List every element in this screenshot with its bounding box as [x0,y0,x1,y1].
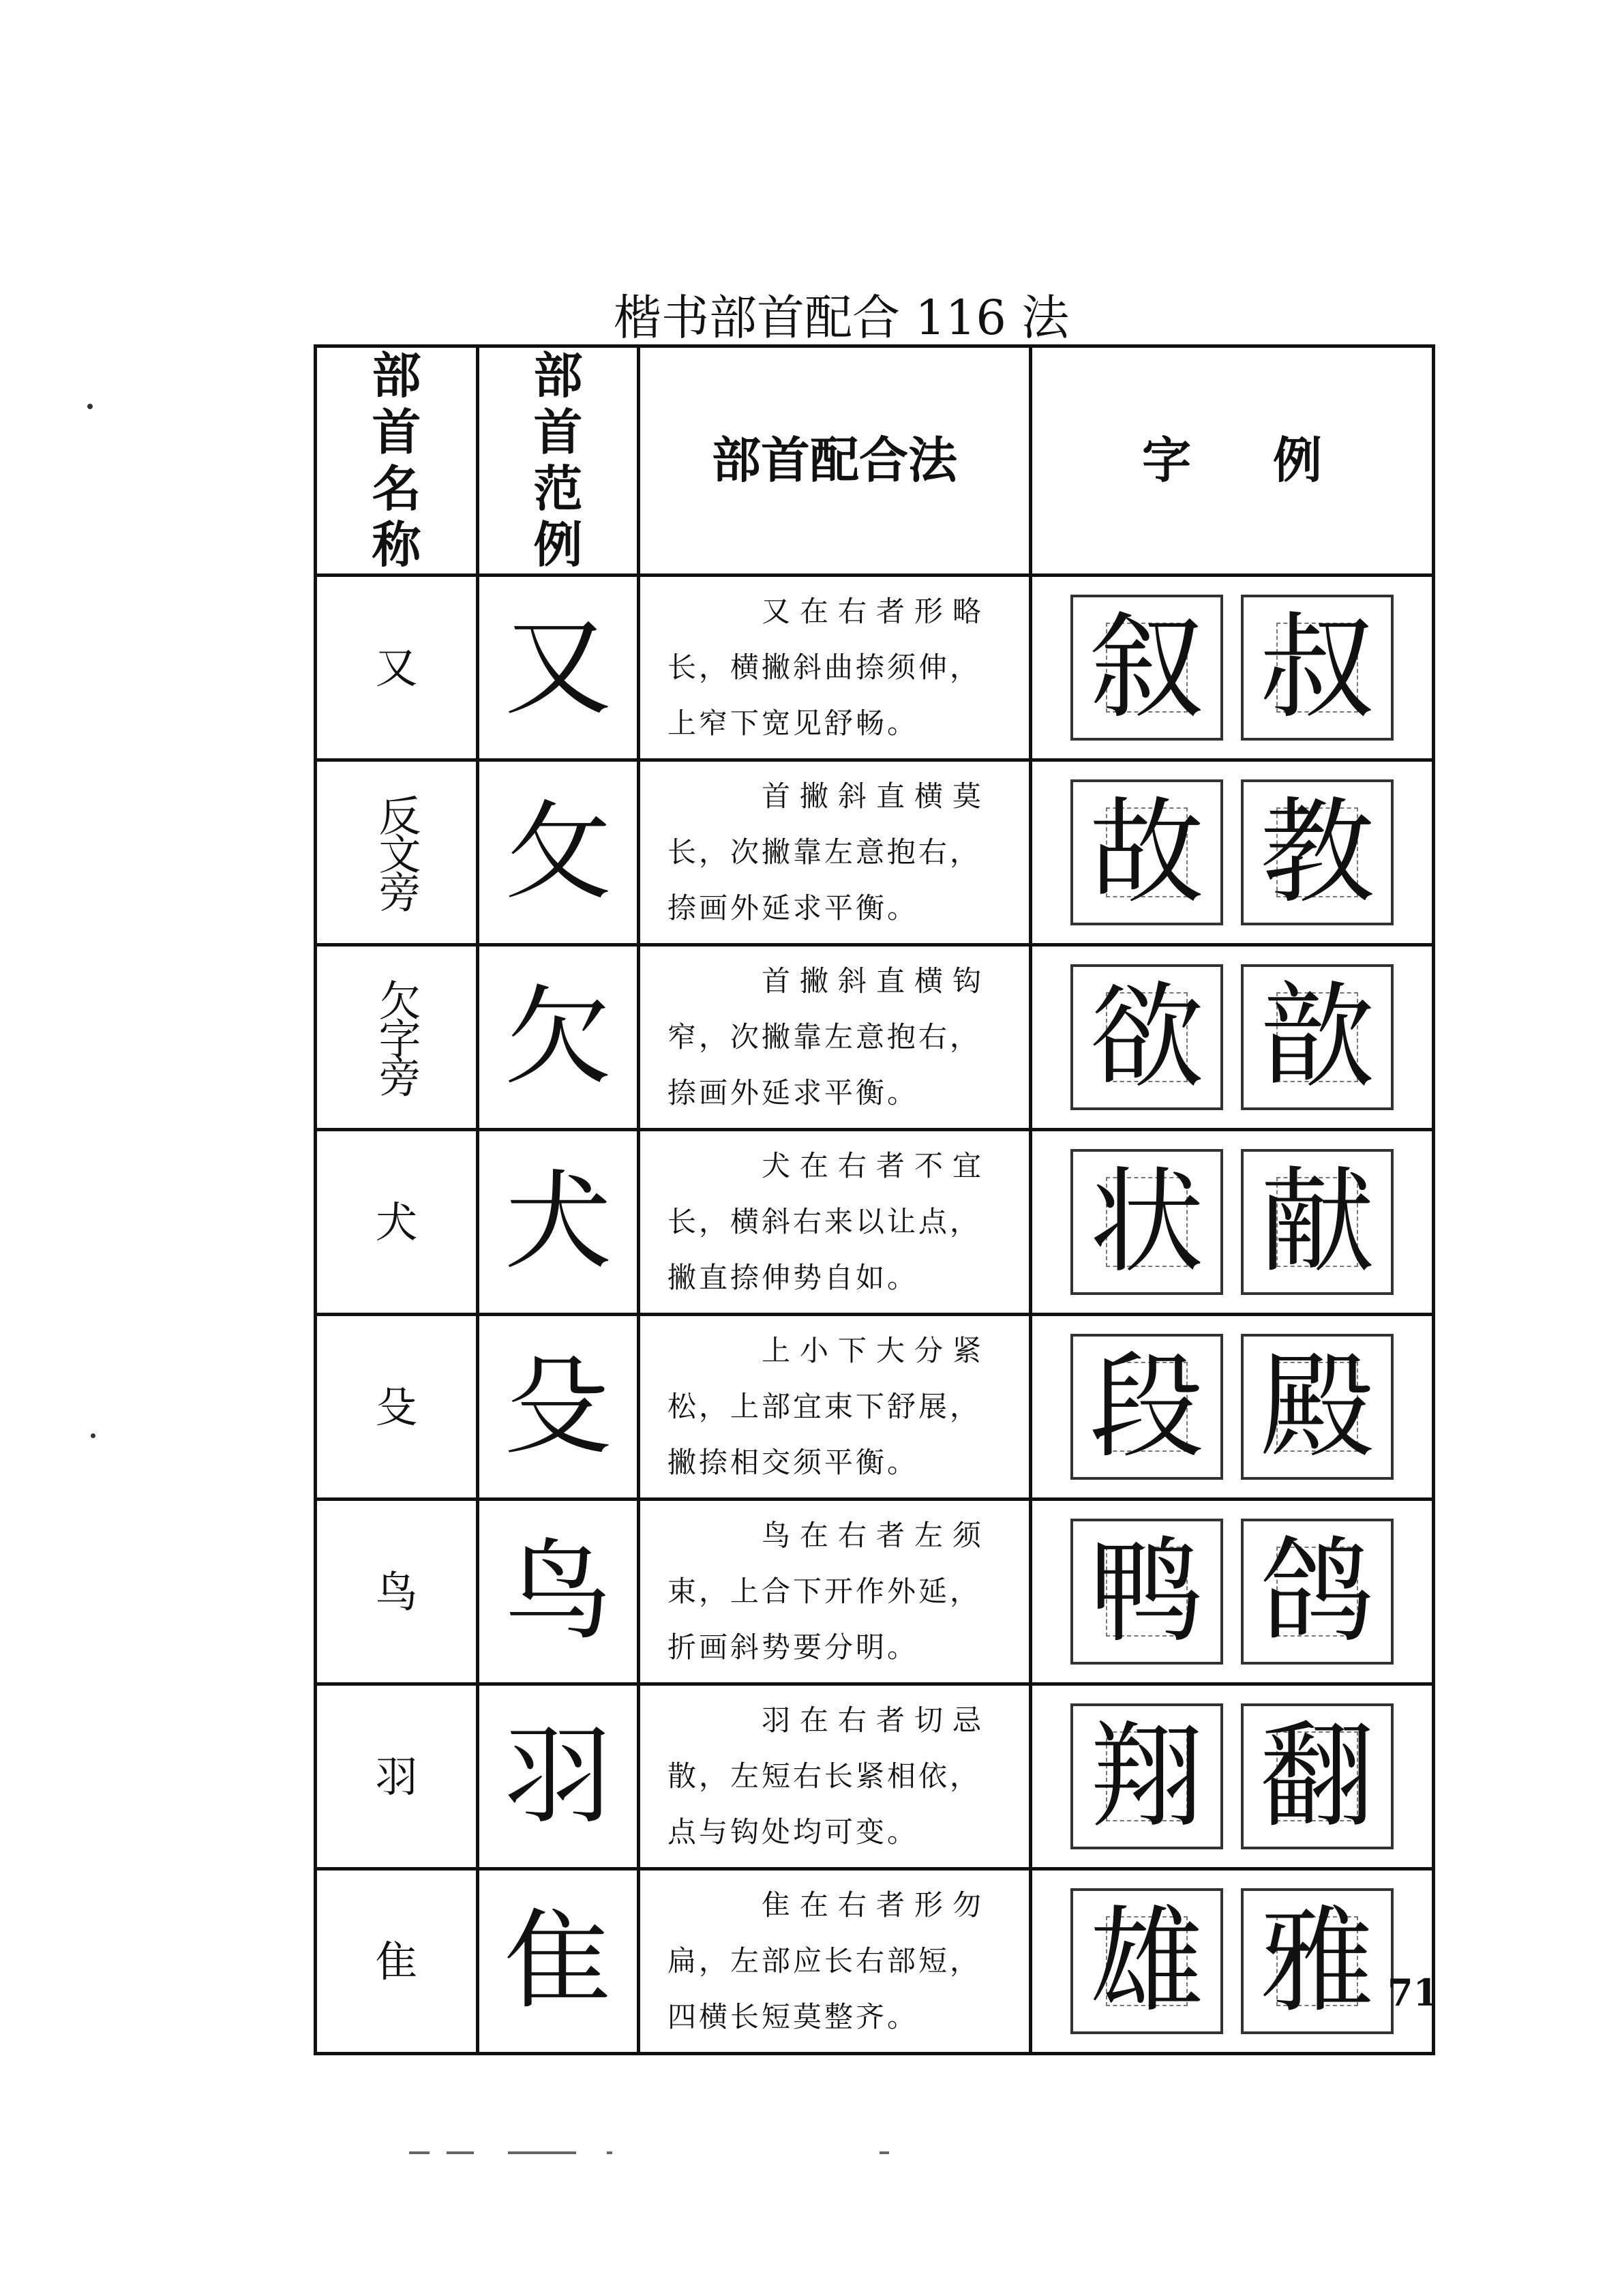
combination-rule-cell [639,1684,1031,1869]
radical-name-cell [316,576,478,760]
rule-text-line: 犬在右者不宜 [762,1149,991,1183]
table-header-row [316,346,1434,576]
example-character: 状 [1090,1155,1204,1289]
rule-text-line: 上窄下宽见舒畅。 [667,706,919,741]
radical-name: 羽 [375,1751,418,1802]
rule-text-line: 撇直捺伸势自如。 [667,1261,919,1295]
table-row [316,1869,1434,2054]
radical-example-cell [478,576,639,760]
radical-example-cell [478,1130,639,1315]
radical-table [314,344,1435,2055]
scan-speck [91,1433,95,1438]
scan-mark [508,2151,576,2154]
rule-text-line: 点与钩处均可变。 [667,1815,919,1849]
example-character: 殿 [1260,1340,1375,1474]
radical-example-cell [478,1315,639,1500]
radical-example: 攵 [504,790,612,916]
example-character: 鸭 [1090,1525,1204,1659]
example-character-box [1070,964,1223,1110]
rule-text-line: 折画斜势要分明。 [667,1630,919,1665]
example-character-box [1241,779,1394,925]
example-character-box [1070,1334,1223,1480]
example-character: 叙 [1090,601,1204,735]
radical-example-cell [478,1869,639,2054]
character-examples-cell [1031,1130,1434,1315]
combination-rule-cell [639,576,1031,760]
combination-rule-cell [639,1315,1031,1500]
radical-name-cell [316,1869,478,2054]
header-combination-rule: 部首配合法 [639,346,1031,576]
table-row [316,1500,1434,1684]
page-number: 71 [1387,1971,1439,2014]
example-character-box [1070,779,1223,925]
rule-text-line: 首撇斜直横莫 [762,779,991,814]
example-character-box [1241,1703,1394,1849]
radical-example: 羽 [504,1714,612,1840]
example-character: 欲 [1090,970,1204,1105]
radical-name: 鸟 [375,1566,418,1617]
example-character-box [1070,1519,1223,1665]
radical-example-cell [478,760,639,945]
example-character-box [1241,1334,1394,1480]
page-title: 楷书部首配合 116 法 [614,290,1070,346]
radical-name-cell [316,1500,478,1684]
rule-text-line: 松，上部宜束下舒展， [667,1390,982,1424]
radical-example: 鸟 [504,1529,612,1655]
radical-name-cell [316,1130,478,1315]
radical-name: 欠字旁 [372,979,422,1094]
rule-text-line: 散，左短右长紧相依， [667,1759,982,1793]
scan-mark [880,2151,889,2154]
character-examples-cell [1031,945,1434,1130]
example-character: 段 [1090,1340,1204,1474]
character-examples-cell [1031,1500,1434,1684]
combination-rule-cell [639,945,1031,1130]
radical-name-cell [316,1315,478,1500]
example-character-box [1241,595,1394,741]
example-character-box [1070,1703,1223,1849]
table-row [316,1315,1434,1500]
rule-text-line: 撇捺相交须平衡。 [667,1446,919,1480]
rule-text-line: 捺画外延求平衡。 [667,891,919,925]
example-character: 故 [1090,786,1204,920]
header-radical-example: 部首范例 [478,346,639,576]
character-examples-cell [1031,760,1434,945]
rule-text-line: 羽在右者切忌 [762,1703,991,1738]
table-row [316,760,1434,945]
radical-name-cell [316,945,478,1130]
table-row [316,945,1434,1130]
rule-text-line: 长，次撇靠左意抱右， [667,835,982,869]
example-character: 教 [1260,786,1375,920]
combination-rule-cell [639,1869,1031,2054]
example-character-box [1070,595,1223,741]
scan-speck [87,404,93,409]
example-character: 歆 [1260,970,1375,1105]
radical-example-cell [478,1500,639,1684]
combination-rule-cell [639,760,1031,945]
example-character-box [1241,1519,1394,1665]
radical-name: 又 [375,642,418,693]
example-character-box [1241,1149,1394,1295]
radical-example: 殳 [504,1344,612,1470]
rule-text-line: 束，上合下开作外延， [667,1575,982,1609]
example-character: 翻 [1260,1710,1375,1844]
combination-rule-cell [639,1500,1031,1684]
example-character-box [1241,964,1394,1110]
example-character: 献 [1260,1155,1375,1289]
header-radical-name: 部首名称 [316,346,478,576]
radical-example: 又 [504,605,612,731]
scan-mark [607,2151,612,2154]
combination-rule-cell [639,1130,1031,1315]
rule-text-line: 隹在右者形勿 [762,1888,991,1922]
character-examples-cell [1031,576,1434,760]
rule-text-line: 上小下大分紧 [762,1334,991,1368]
radical-example-cell [478,945,639,1130]
character-examples-cell [1031,1684,1434,1869]
example-character-box [1241,1888,1394,2034]
radical-name: 犬 [375,1197,418,1247]
rule-text-line: 四横长短莫整齐。 [667,2000,919,2034]
header-character-examples: 字例 [1031,346,1434,576]
scan-mark [409,2151,430,2154]
scan-mark [447,2151,474,2154]
radical-name: 反文旁 [372,794,422,909]
example-character: 雅 [1260,1894,1375,2029]
example-character: 翔 [1090,1710,1204,1844]
table-row [316,576,1434,760]
radical-example-cell [478,1684,639,1869]
character-examples-cell [1031,1869,1434,2054]
table-row [316,1130,1434,1315]
rule-text-line: 扁，左部应长右部短， [667,1944,982,1978]
example-character: 鸽 [1260,1525,1375,1659]
character-examples-cell [1031,1315,1434,1500]
radical-name: 隹 [375,1936,418,1986]
rule-text-line: 窄，次撇靠左意抱右， [667,1020,982,1054]
rule-text-line: 又在右者形略 [762,595,991,629]
radical-example: 欠 [504,974,612,1101]
table-row [316,1684,1434,1869]
example-character: 叔 [1260,601,1375,735]
example-character-box [1070,1149,1223,1295]
radical-name-cell [316,1684,478,1869]
example-character: 雄 [1090,1894,1204,2029]
radical-example: 隹 [504,1898,612,2025]
radical-name: 殳 [375,1382,418,1432]
rule-text-line: 捺画外延求平衡。 [667,1076,919,1110]
example-character-box [1070,1888,1223,2034]
rule-text-line: 鸟在右者左须 [762,1519,991,1553]
rule-text-line: 首撇斜直横钩 [762,964,991,998]
radical-name-cell [316,760,478,945]
rule-text-line: 长，横撇斜曲捺须伸， [667,651,982,685]
rule-text-line: 长，横斜右来以让点， [667,1205,982,1239]
radical-example: 犬 [504,1159,612,1285]
